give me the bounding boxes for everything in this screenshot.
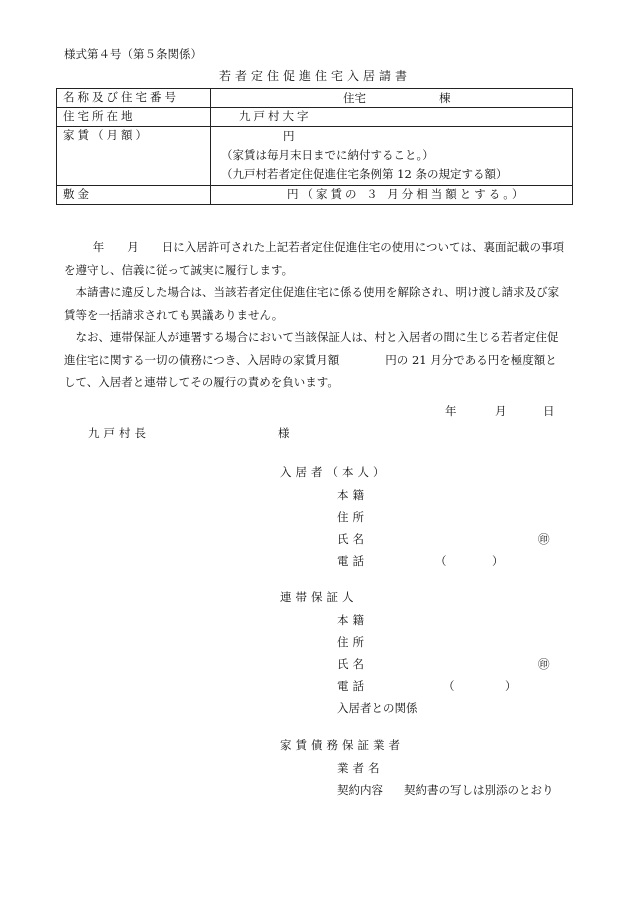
value-housing-name [211,89,573,108]
tenant-name-label: 氏名 [337,532,368,546]
date-day: 日 [543,404,555,418]
guarantor-phone-paren-close: ） [505,679,517,693]
tenant-honseki-label: 本籍 [337,488,368,502]
form-number: 様式第４号（第５条関係） [64,47,202,61]
tenant-heading: 入居者（本人） [280,465,389,479]
tenant-seal: ㊞ [538,532,550,546]
table-row [57,186,573,205]
tenant-phone-paren-open: （ [435,554,447,568]
tenant-address-label: 住所 [337,510,368,524]
paragraph-guarantor-liability: なお、連帯保証人が連署する場合において当該保証人は、村と入居者の間に生じる若者定住促進住宅に関する一切の債務につき、入居時の家賃月額 円の 21 月分である円を極度額として、入居者と連帯してその履行の責めを負います。 [64,330,559,389]
guarantor-phone-paren-open: （ [443,679,455,693]
label-deposit: 敷金 [57,186,211,205]
guarantor-address-label: 住所 [337,635,368,649]
deposit-value: 円（家賃の ３ 月分相当額とする。） [287,187,527,201]
housing-info-table [56,88,573,205]
date-year: 年 [445,404,457,418]
guarantor-honseki-label: 本籍 [337,613,368,627]
table-row [57,108,573,127]
guarantor-phone-label: 電話 [337,679,368,693]
guarantee-company-heading: 家賃債務保証業者 [280,738,404,752]
table-row [57,89,573,108]
building-word: 棟 [439,91,451,105]
company-name-label: 業者名 [337,761,384,775]
address-value: 九戸村大字 [239,109,312,123]
date-month: 月 [495,404,507,418]
addressee-honorific: 様 [278,426,290,440]
guarantor-relation-label: 入居者との関係 [337,701,418,715]
rent-note-ordinance: （九戸村若者定住促進住宅条例第 12 条の規定する額） [221,167,508,181]
label-rent: 家賃（月額） [57,127,211,186]
addressee-name: 九戸村長 [88,426,150,440]
rent-yen: 円 [283,129,295,143]
paragraph-compliance: 年 月 日に入居許可された上記若者定住促進住宅の使用については、裏面記載の事項を遵守し、信義に従って誠実に履行します。 [64,240,565,277]
label-address: 住宅所在地 [57,108,211,127]
value-rent [211,127,573,186]
value-deposit [211,186,573,205]
label-housing-name: 名称及び住宅番号 [57,89,211,108]
value-address [211,108,573,127]
tenant-phone-paren-close: ） [492,554,504,568]
paragraph-violation: 本請書に違反した場合は、当該若者定住促進住宅に係る使用を解除され、明け渡し請求及び家賃等を一括請求されても異議ありません。 [64,285,560,322]
contract-value: 契約書の写しは別添のとおり [404,783,554,797]
tenant-phone-label: 電話 [337,554,368,568]
contract-label: 契約内容 [337,783,383,797]
housing-word: 住宅 [343,91,366,105]
guarantor-heading: 連帯保証人 [280,590,358,604]
document-title: 若者定住促進住宅入居請書 [218,69,411,83]
pledge-text [64,236,564,394]
guarantor-name-label: 氏名 [337,657,368,671]
rent-note-due: （家賃は毎月末日までに納付すること。） [221,148,434,162]
table-row [57,127,573,186]
guarantor-seal: ㊞ [538,657,550,671]
